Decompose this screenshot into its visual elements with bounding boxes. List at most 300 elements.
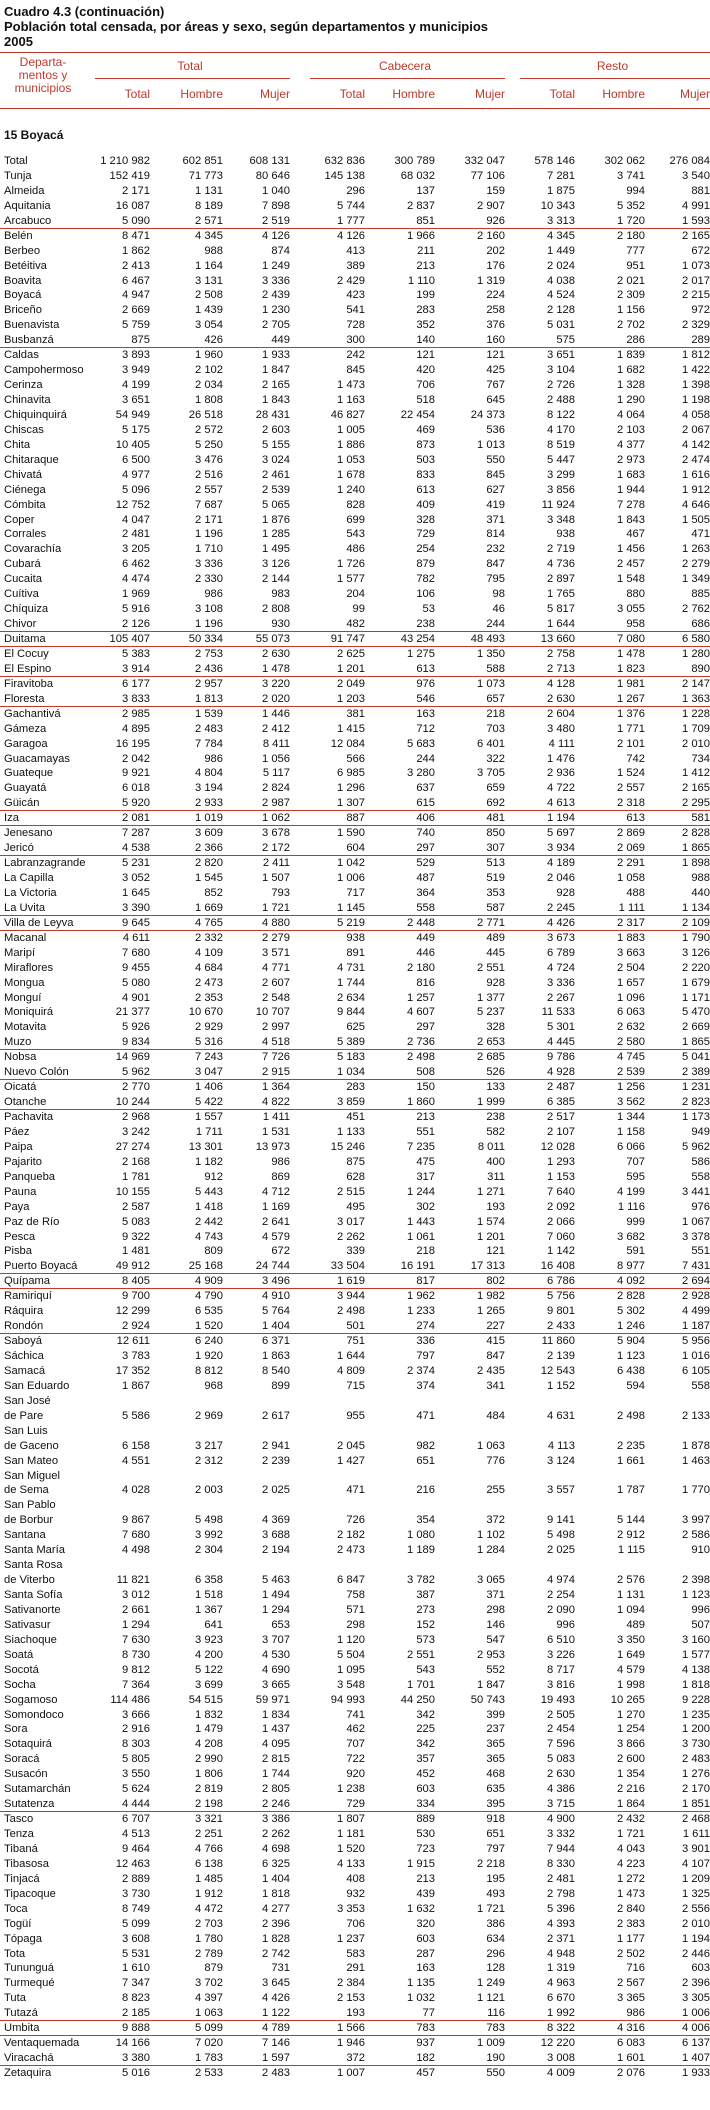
table-cell: 551: [691, 1245, 710, 1258]
table-cell: 3 024: [262, 453, 290, 466]
table-cell: 986: [626, 2007, 645, 2020]
table-cell: 1 933: [262, 349, 290, 362]
table-row: [0, 572, 710, 587]
table-cell: 1 094: [617, 1603, 645, 1616]
table-cell: 1 201: [477, 1230, 505, 1243]
table-cell: 4 028: [122, 1484, 150, 1497]
table-cell: 972: [691, 304, 710, 317]
table-cell: 2 025: [262, 1484, 290, 1497]
table-cell: 3 705: [477, 767, 505, 780]
table-cell: 302: [416, 1200, 435, 1213]
table-cell: 254: [416, 543, 435, 556]
table-cell: 1 249: [477, 1977, 505, 1990]
table-cell: 22 454: [400, 408, 435, 421]
table-cell: 80 646: [255, 169, 290, 182]
table-row: [0, 602, 710, 617]
table-cell: 2 808: [262, 603, 290, 616]
table-cell: 2 498: [337, 1305, 365, 1318]
municipality-name: Sogamoso: [4, 1693, 58, 1706]
table-cell: 1 449: [547, 244, 575, 257]
table-cell: 2 625: [337, 647, 365, 660]
table-cell: 6 158: [122, 1439, 150, 1452]
table-cell: 4 444: [122, 1798, 150, 1811]
table-cell: 3 571: [262, 946, 290, 959]
table-cell: 1 505: [682, 513, 710, 526]
table-cell: 2 897: [547, 573, 575, 586]
table-cell: 2 515: [337, 1185, 365, 1198]
municipality-name: Tutazá: [4, 2007, 38, 2020]
table-cell: 6 138: [195, 1857, 223, 1870]
table-cell: 817: [416, 1275, 435, 1288]
table-cell: 1 256: [617, 1081, 645, 1094]
table-cell: 238: [416, 618, 435, 631]
municipality-name: Cerinza: [4, 379, 43, 392]
table-cell: 1 042: [337, 857, 365, 870]
table-row: [0, 1289, 710, 1304]
table-cell: 4 109: [195, 946, 223, 959]
table-cell: 298: [346, 1618, 365, 1631]
table-cell: 566: [346, 752, 365, 765]
table-cell: 2 968: [122, 1111, 150, 1123]
table-cell: 5 962: [122, 1066, 150, 1079]
table-cell: 885: [691, 588, 710, 601]
table-cell: 634: [486, 1932, 505, 1945]
table-row: [0, 1782, 710, 1797]
table-cell: 5 231: [122, 857, 150, 870]
table-cell: 2 719: [547, 543, 575, 556]
table-cell: 7 630: [122, 1633, 150, 1646]
table-cell: 2 371: [547, 1932, 575, 1945]
table-cell: 2 653: [477, 1036, 505, 1049]
table-cell: 1 645: [122, 886, 150, 899]
table-cell: 3 299: [547, 468, 575, 481]
table-cell: 582: [486, 1125, 505, 1138]
table-row: [0, 453, 710, 468]
table-cell: 3 220: [262, 677, 290, 690]
table-cell: 6 510: [547, 1633, 575, 1646]
table-cell: 7 640: [547, 1185, 575, 1198]
table-cell: 4 208: [195, 1738, 223, 1751]
table-cell: 140: [416, 334, 435, 347]
table-cell: 2 107: [547, 1125, 575, 1138]
table-cell: 2 454: [547, 1723, 575, 1736]
table-cell: 1 847: [477, 1678, 505, 1691]
table-cell: 98: [492, 588, 505, 601]
table-cell: 55 073: [255, 633, 290, 645]
table-cell: 3 608: [122, 1932, 150, 1945]
table-cell: 13 301: [188, 1140, 223, 1153]
table-cell: 5 352: [617, 199, 645, 212]
table-cell: 581: [691, 812, 710, 825]
table-row: [0, 1005, 710, 1020]
table-cell: 2 819: [195, 1783, 223, 1796]
table-cell: 3 008: [547, 2052, 575, 2065]
table-cell: 4 369: [262, 1514, 290, 1527]
table-cell: 3 476: [195, 453, 223, 466]
table-row: [0, 647, 710, 662]
table-cell: 2 473: [195, 976, 223, 989]
table-row: [0, 184, 710, 199]
table-cell: 121: [416, 349, 435, 362]
table-cell: 2 153: [337, 1992, 365, 2005]
group-cabecera-header: Cabecera: [378, 59, 432, 73]
table-cell: 1 196: [195, 528, 223, 541]
table-cell: 722: [346, 1753, 365, 1766]
table-cell: 5 041: [682, 1051, 710, 1064]
table-cell: 793: [271, 886, 290, 899]
table-cell: 6 707: [122, 1813, 150, 1826]
table-cell: 116: [487, 2007, 505, 2020]
table-cell: 3 893: [122, 349, 150, 362]
table-cell: 802: [486, 1275, 505, 1288]
municipality-name: Samacá: [4, 1364, 46, 1377]
table-cell: 847: [486, 558, 505, 571]
table-cell: 2 090: [547, 1603, 575, 1616]
table-cell: 3 126: [682, 946, 710, 959]
table-cell: 1 032: [407, 1992, 435, 2005]
table-cell: 1 187: [682, 1320, 710, 1333]
table-cell: 1 548: [617, 573, 645, 586]
table-cell: 1 096: [617, 991, 645, 1004]
table-cell: 8 411: [262, 737, 290, 750]
table-cell: 742: [626, 752, 645, 765]
table-cell: 986: [204, 588, 223, 601]
table-cell: 2 548: [262, 991, 290, 1004]
table-cell: 399: [486, 1708, 505, 1721]
table-cell: 2 109: [682, 916, 710, 929]
table-cell: 449: [271, 334, 290, 347]
table-cell: 632 836: [324, 155, 365, 167]
table-cell: 2 770: [122, 1081, 150, 1094]
table-cell: 133: [486, 1081, 505, 1094]
table-cell: 6 018: [122, 782, 150, 795]
table-row: [0, 1513, 710, 1528]
table-cell: 2 539: [262, 483, 290, 496]
municipality-name: Boyacá: [4, 289, 42, 302]
table-cell: 4 895: [122, 722, 150, 735]
table-row: [0, 1842, 710, 1857]
table-cell: 4 579: [617, 1663, 645, 1676]
municipality-name: Güicán: [4, 797, 40, 810]
table-cell: 1 153: [547, 1170, 575, 1183]
table-cell: 419: [486, 498, 505, 511]
table-cell: 2 412: [262, 722, 290, 735]
municipality-name: Cómbita: [4, 498, 46, 511]
table-cell: 2 929: [195, 1021, 223, 1034]
table-cell: 659: [486, 782, 505, 795]
table-cell: 845: [346, 364, 365, 377]
table-cell: 1 067: [682, 1215, 710, 1228]
table-cell: 3 678: [262, 827, 290, 840]
table-cell: 54 949: [115, 408, 150, 421]
table-cell: 734: [691, 752, 710, 765]
table-cell: 1 865: [682, 1036, 710, 1049]
table-cell: 1 823: [617, 662, 645, 675]
table-cell: 1 865: [682, 842, 710, 855]
table-cell: 5 122: [195, 1663, 223, 1676]
table-cell: 3 321: [195, 1813, 223, 1826]
table-cell: 1 265: [477, 1305, 505, 1318]
table-cell: 10 405: [115, 438, 150, 451]
table-cell: 996: [556, 1618, 575, 1631]
table-cell: 5 759: [122, 319, 150, 332]
table-cell: 1 194: [547, 812, 575, 825]
table-cell: 4 513: [122, 1828, 150, 1840]
table-cell: 1 063: [477, 1439, 505, 1452]
municipality-name: Santa María: [4, 1544, 65, 1557]
table-cell: 3 699: [195, 1678, 223, 1691]
table-cell: 1 867: [122, 1379, 150, 1392]
table-cell: 3 562: [617, 1096, 645, 1109]
table-cell: 408: [346, 1872, 365, 1885]
table-cell: 2 953: [477, 1648, 505, 1661]
table-cell: 613: [416, 662, 435, 675]
table-cell: 4 977: [122, 468, 150, 481]
municipality-name: Berbeo: [4, 244, 41, 257]
table-cell: 2 474: [682, 453, 710, 466]
table-row: [0, 1767, 710, 1782]
table-cell: 376: [486, 319, 505, 332]
table-cell: 879: [416, 558, 435, 571]
table-cell: 2 713: [547, 662, 575, 675]
table-cell: 602 851: [182, 155, 223, 167]
table-cell: 2 133: [682, 1409, 710, 1422]
table-cell: 2 504: [617, 961, 645, 974]
table-cell: 8 812: [195, 1364, 223, 1377]
table-cell: 986: [204, 752, 223, 765]
table-cell: 2 915: [262, 1066, 290, 1079]
municipality-name: Zetaquira: [4, 2067, 52, 2079]
table-cell: 5 624: [122, 1783, 150, 1796]
municipality-name: Pisba: [4, 1245, 32, 1258]
table-cell: 24 373: [470, 408, 505, 421]
table-row: [0, 318, 710, 333]
table-row: [0, 2066, 710, 2081]
table-cell: 457: [416, 2067, 435, 2079]
table-cell: 2 103: [617, 423, 645, 436]
table-cell: 2 828: [682, 827, 710, 840]
table-cell: 10 244: [115, 1096, 150, 1109]
table-cell: 879: [204, 1962, 223, 1975]
table-cell: 1 476: [547, 752, 575, 765]
table-cell: 3 949: [122, 364, 150, 377]
table-cell: 1 073: [682, 259, 710, 272]
table-cell: 2 049: [337, 677, 365, 690]
table-cell: 3 332: [547, 1828, 575, 1840]
table-cell: 8 122: [547, 408, 575, 421]
table-cell: 1 590: [337, 827, 365, 840]
table-cell: 5 117: [262, 767, 290, 780]
table-cell: 613: [416, 483, 435, 496]
table-cell: 1 981: [617, 677, 645, 690]
table-cell: 889: [416, 1813, 435, 1826]
municipality-name: Belén: [4, 229, 33, 242]
table-cell: 1 005: [337, 423, 365, 436]
table-cell: 5 302: [617, 1305, 645, 1318]
table-cell: 4 006: [682, 2022, 710, 2035]
table-cell: 3 688: [262, 1529, 290, 1542]
subheader-hombre: Hombre: [392, 87, 435, 101]
table-cell: 2 312: [195, 1454, 223, 1467]
table-cell: 2 448: [407, 916, 435, 929]
table-cell: 4 277: [262, 1902, 290, 1915]
table-cell: 12 220: [540, 2037, 575, 2050]
table-cell: 9 888: [122, 2022, 150, 2035]
municipality-name: Monguí: [4, 991, 42, 1004]
table-cell: 3 682: [617, 1230, 645, 1243]
municipality-name: Briceño: [4, 304, 42, 317]
table-cell: 2 172: [262, 842, 290, 855]
table-cell: 1 398: [682, 379, 710, 392]
table-cell: 4 731: [337, 961, 365, 974]
table-cell: 2 267: [547, 991, 575, 1004]
table-cell: 4 133: [337, 1857, 365, 1870]
table-cell: 4 974: [547, 1574, 575, 1587]
table-cell: 296: [486, 1947, 505, 1960]
table-cell: 2 702: [617, 319, 645, 332]
table-cell: 5 250: [195, 438, 223, 451]
table-row: [0, 1454, 710, 1469]
table-cell: 2 194: [262, 1544, 290, 1557]
table-cell: 1 437: [262, 1723, 290, 1736]
table-cell: 938: [346, 931, 365, 944]
table-cell: 1 377: [477, 991, 505, 1004]
table-row: [0, 1528, 710, 1543]
table-cell: 706: [416, 379, 435, 392]
table-row: [0, 274, 710, 289]
table-cell: 699: [346, 513, 365, 526]
table-cell: 238: [486, 1111, 505, 1123]
table-cell: 2 487: [547, 1081, 575, 1094]
table-cell: 2 483: [262, 2067, 290, 2079]
table-cell: 2 669: [682, 1021, 710, 1034]
table-cell: 3 108: [195, 603, 223, 616]
municipality-name: Miraflores: [4, 961, 54, 974]
table-cell: 145 138: [324, 169, 365, 182]
table-row: [0, 1050, 710, 1065]
table-cell: 1 173: [682, 1111, 710, 1123]
table-cell: 949: [691, 1125, 710, 1138]
table-cell: 328: [416, 513, 435, 526]
table-cell: 1 765: [547, 588, 575, 601]
table-cell: 2 262: [337, 1230, 365, 1243]
table-cell: 7 680: [122, 946, 150, 959]
table-cell: 3 365: [617, 1992, 645, 2005]
table-cell: 583: [346, 1947, 365, 1960]
table-cell: 2 516: [195, 468, 223, 481]
table-cell: 3 816: [547, 1678, 575, 1691]
table-cell: 3 280: [407, 767, 435, 780]
table-cell: 1 061: [407, 1230, 435, 1243]
table-cell: 374: [416, 1379, 435, 1392]
table-cell: 6 083: [617, 2037, 645, 2050]
table-cell: 1 169: [262, 1200, 290, 1213]
table-cell: 3 783: [122, 1350, 150, 1362]
municipality-name: Pajarito: [4, 1155, 42, 1168]
table-cell: 489: [486, 931, 505, 944]
table-cell: 1 574: [477, 1215, 505, 1228]
table-cell: 550: [486, 453, 505, 466]
table-cell: 244: [416, 752, 435, 765]
table-cell: 5 697: [547, 827, 575, 840]
table-cell: 1 349: [682, 573, 710, 586]
table-cell: 2 572: [195, 423, 223, 436]
municipality-name: Soracá: [4, 1753, 40, 1766]
table-cell: 996: [691, 1603, 710, 1616]
table-cell: 1 683: [617, 468, 645, 481]
table-cell: 296: [346, 184, 365, 197]
table-cell: 481: [486, 812, 505, 825]
table-cell: 3 378: [682, 1230, 710, 1243]
table-cell: 2 295: [682, 797, 710, 810]
municipality-name: Otanche: [4, 1096, 47, 1109]
table-cell: 986: [271, 1155, 290, 1168]
table-cell: 2 144: [262, 573, 290, 586]
table-cell: 3 104: [547, 364, 575, 377]
table-cell: 1 294: [122, 1618, 150, 1631]
table-cell: 2 990: [195, 1753, 223, 1766]
table-cell: 26 518: [188, 408, 223, 421]
table-row: [0, 483, 710, 498]
table-cell: 11 860: [541, 1335, 575, 1348]
table-cell: 3 997: [682, 1514, 710, 1527]
municipality-name: Maripí: [4, 946, 36, 959]
table-cell: 371: [486, 513, 505, 526]
table-cell: 11 533: [541, 1006, 575, 1019]
municipality-name: Duitama: [4, 633, 46, 645]
table-cell: 5 219: [337, 916, 365, 929]
table-cell: 3 350: [617, 1633, 645, 1646]
table-cell: 5 080: [122, 976, 150, 989]
table-cell: 2 483: [682, 1753, 710, 1766]
table-cell: 4 386: [547, 1783, 575, 1796]
table-cell: 1 319: [477, 274, 505, 287]
table-cell: 2 429: [337, 274, 365, 287]
table-cell: 1 577: [337, 573, 365, 586]
table-cell: 2 551: [407, 1648, 435, 1661]
table-cell: 13 973: [255, 1140, 290, 1153]
table-row: [0, 1737, 710, 1752]
table-cell: 9 812: [122, 1663, 150, 1676]
table-cell: 3 665: [262, 1678, 290, 1691]
table-cell: 1 518: [195, 1589, 223, 1601]
table-row: [0, 1483, 710, 1498]
table-cell: 2 171: [195, 513, 223, 526]
table-cell: 1 062: [262, 812, 290, 825]
table-cell: 2 436: [195, 662, 223, 675]
table-cell: 8 011: [477, 1140, 505, 1153]
table-cell: 2 519: [262, 214, 290, 227]
table-cell: 291: [346, 1962, 365, 1975]
table-cell: 5 016: [122, 2067, 150, 2079]
table-row: [0, 1394, 710, 1409]
table-row: [0, 557, 710, 572]
table-cell: 1 946: [337, 2037, 365, 2050]
table-cell: 2 046: [547, 872, 575, 884]
table-cell: 389: [346, 259, 365, 272]
municipality-name: Cuítiva: [4, 588, 39, 601]
table-cell: 2 576: [617, 1574, 645, 1587]
table-cell: 4 789: [262, 2022, 290, 2035]
table-cell: 2 468: [682, 1813, 710, 1826]
table-cell: 2 587: [122, 1200, 150, 1213]
table-cell: 1 019: [195, 812, 223, 825]
table-cell: 910: [691, 1544, 710, 1557]
table-cell: 672: [271, 1245, 290, 1258]
table-row: [0, 1812, 710, 1827]
table-cell: 232: [486, 543, 505, 556]
table-cell: 653: [271, 1618, 290, 1631]
